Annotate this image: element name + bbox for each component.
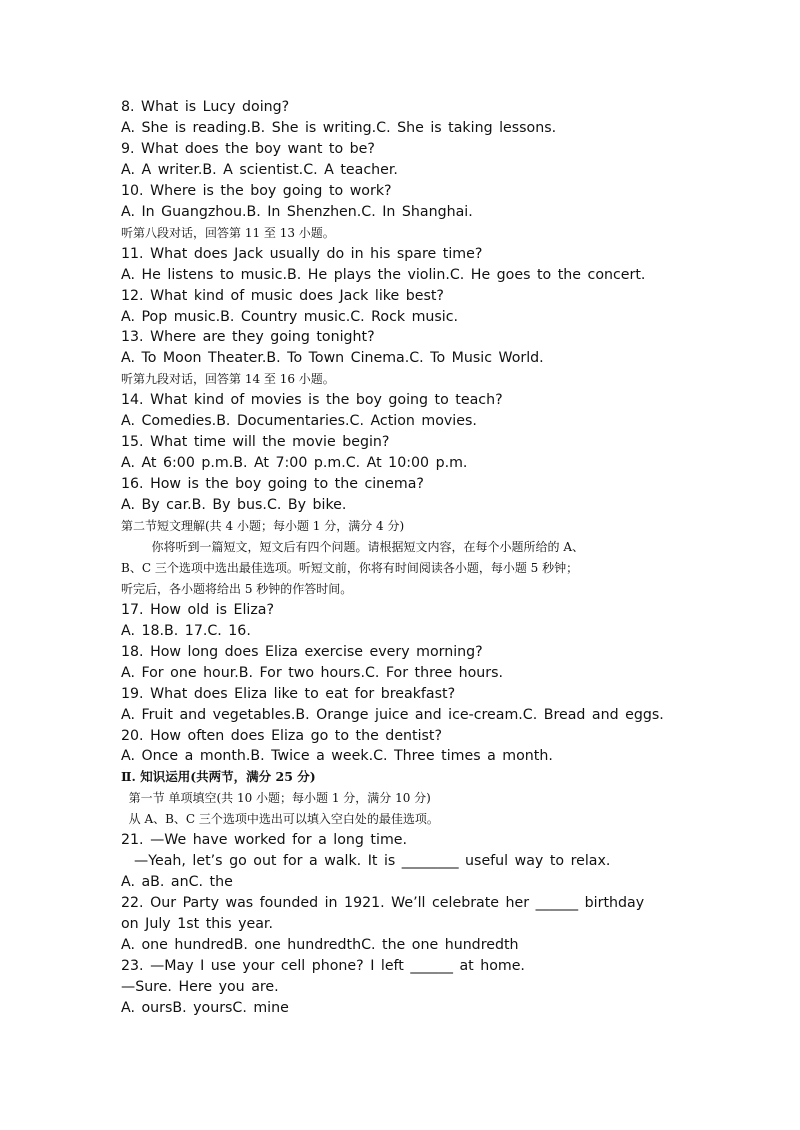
question-line: 15. What time will the movie begin? <box>121 434 390 451</box>
instruction-line: B、C 三个选项中选出最佳选项。听短文前，你将有时间阅读各小题，每小题 5 秒钟； <box>121 560 579 575</box>
question-line: A. For one hour.B. For two hours.C. For three hours. <box>121 664 503 681</box>
question-line: 20. How often does Eliza go to the dentist? <box>121 727 443 744</box>
question-line: 21. —We have worked for a long time. <box>121 832 407 849</box>
question-line: A. She is reading.B. She is writing.C. She is taking lessons. <box>121 120 557 136</box>
question-line: 12. What kind of music does Jack like best? <box>121 287 444 304</box>
question-line: A. Once a month.B. Twice a week.C. Three times a month. <box>121 748 553 765</box>
question-line: 17. How old is Eliza? <box>121 601 275 618</box>
question-line: 16. How is the boy going to the cinema? <box>121 476 424 493</box>
question-line: A. He listens to music.B. He plays the violin.C. He goes to the concert. <box>121 266 646 283</box>
instruction-line: 第一节 单项填空(共 10 小题；每小题 1 分，满分 10 分) <box>121 791 431 806</box>
instruction-line: 从 A、B、C 三个选项中选出可以填入空白处的最佳选项。 <box>121 812 439 827</box>
instruction-line: 听第八段对话，回答第 11 至 13 小题。 <box>121 225 335 240</box>
instruction-line: 听第九段对话，回答第 14 至 16 小题。 <box>121 372 335 387</box>
question-line: A. Pop music.B. Country music.C. Rock music. <box>121 308 459 325</box>
question-line: A. To Moon Theater.B. To Town Cinema.C. To Music World. <box>121 350 544 367</box>
question-line: A. 18.B. 17.C. 16. <box>121 622 251 639</box>
question-line: 10. Where is the boy going to work? <box>121 182 392 199</box>
question-line: A. In Guangzhou.B. In Shenzhen.C. In Shanghai. <box>121 203 473 220</box>
question-line: 18. How long does Eliza exercise every morning? <box>121 643 483 660</box>
question-line: A. oursB. yoursC. mine <box>121 999 289 1016</box>
instruction-line: 听完后，各小题将给出 5 秒钟的作答时间。 <box>121 581 353 596</box>
question-line: A. one hundredB. one hundredthC. the one hundredth <box>121 937 519 953</box>
question-line: 14. What kind of movies is the boy going to teach? <box>121 392 503 409</box>
question-line: A. aB. anC. the <box>121 874 233 891</box>
question-line: 9. What does the boy want to be? <box>121 140 375 157</box>
question-line: —Sure. Here you are. <box>121 978 279 995</box>
question-line: A. At 6:00 p.m.B. At 7:00 p.m.C. At 10:00 p.m. <box>121 455 468 472</box>
question-line: —Yeah, let’s go out for a walk. It is ________ useful way to relax. <box>121 853 611 870</box>
question-line: A. By car.B. By bus.C. By bike. <box>121 497 347 514</box>
question-line: A. A writer.B. A scientist.C. A teacher. <box>121 161 398 178</box>
question-line: on July 1st this year. <box>121 916 273 932</box>
question-line: 11. What does Jack usually do in his spare time? <box>121 245 483 262</box>
question-line: 23. —May I use your cell phone? I left ______ at home. <box>121 957 525 974</box>
question-line: 19. What does Eliza like to eat for breakfast? <box>121 685 456 702</box>
instruction-line: 第二节短文理解(共 4 小题；每小题 1 分，满分 4 分) <box>121 519 405 533</box>
question-line: A. Comedies.B. Documentaries.C. Action movies. <box>121 413 477 430</box>
question-line: A. Fruit and vegetables.B. Orange juice and ice-cream.C. Bread and eggs. <box>121 706 664 723</box>
question-line: 22. Our Party was founded in 1921. We’ll celebrate her ______ birthday <box>121 895 645 912</box>
instruction-line: Ⅱ. 知识运用(共两节，满分 25 分) <box>121 769 316 785</box>
instruction-line: 你将听到一篇短文，短文后有四个问题。请根据短文内容，在每个小题所给的 A、 <box>121 540 584 554</box>
question-line: 8. What is Lucy doing? <box>121 99 290 115</box>
question-line: 13. Where are they going tonight? <box>121 329 375 346</box>
